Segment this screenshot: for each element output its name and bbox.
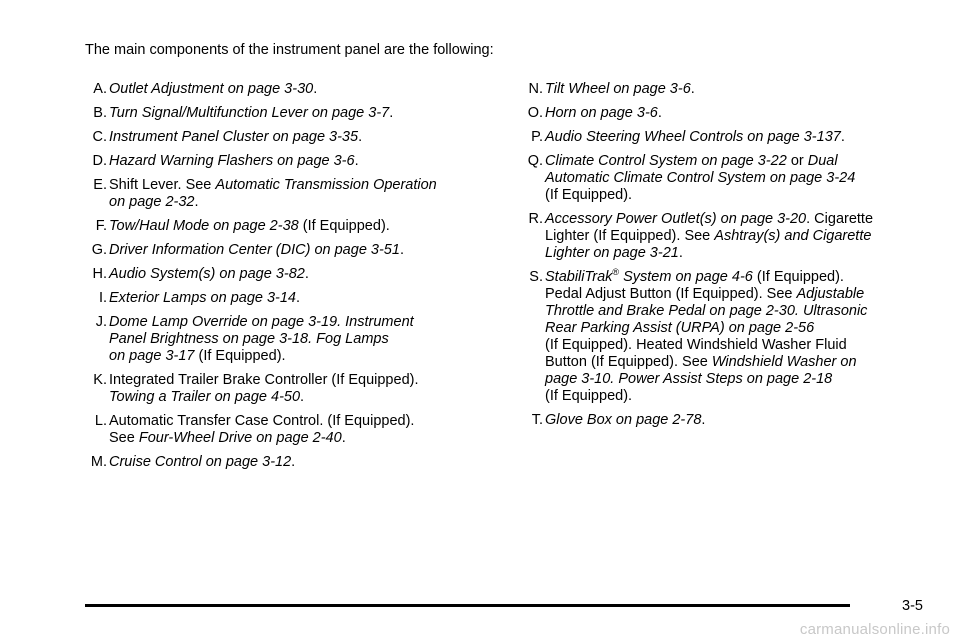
- item-segment: .: [341, 430, 346, 446]
- item-letter: G.: [91, 242, 107, 258]
- page-reference: Four-Wheel Drive on page 2-40: [138, 430, 342, 446]
- item-text: [109, 177, 472, 211]
- list-item: [514, 153, 919, 204]
- left-column: [77, 81, 472, 478]
- item-text: [109, 314, 472, 365]
- item-letter: E.: [93, 177, 107, 193]
- page-reference: Throttle and Brake Pedal on page 2-30. Ultrasonic: [545, 303, 868, 319]
- page-reference: page 3-10. Power Assist Steps on page 2-18: [545, 371, 833, 387]
- list-item: [77, 105, 472, 122]
- page-reference: Tilt Wheel on page 3-6: [545, 81, 691, 97]
- page-reference: Glove Box on page 2-78: [545, 412, 702, 428]
- item-segment: .: [194, 194, 199, 210]
- item-letter: M.: [90, 454, 107, 470]
- page-reference: Automatic Climate Control System on page 3-24: [545, 170, 856, 186]
- page-reference: Automatic Transmission Operation: [215, 177, 437, 193]
- item-segment: .: [354, 153, 359, 169]
- item-letter: N.: [528, 81, 543, 97]
- item-text: [109, 454, 472, 471]
- item-letter: H.: [92, 266, 107, 282]
- item-segment: (If Equipped).: [752, 269, 844, 285]
- item-letter: A.: [93, 81, 107, 97]
- item-text: [109, 242, 472, 259]
- item-segment: .: [291, 454, 296, 470]
- list-item: [514, 211, 919, 262]
- page-reference: Turn Signal/Multifunction Lever on page 3-7: [109, 105, 390, 121]
- page-reference: Horn on page 3-6: [545, 105, 658, 121]
- page-number: 3-5: [902, 598, 923, 614]
- list-item: [77, 290, 472, 307]
- list-item: [77, 266, 472, 283]
- item-letter: R.: [528, 211, 543, 227]
- item-letter: D.: [92, 153, 107, 169]
- item-segment: . Cigarette: [806, 211, 874, 227]
- item-segment: (If Equipped).: [545, 388, 633, 404]
- page-reference: Instrument Panel Cluster on page 3-35: [109, 129, 359, 145]
- item-segment: .: [389, 105, 394, 121]
- item-text: [109, 218, 472, 235]
- page-reference: Towing a Trailer on page 4-50: [109, 389, 301, 405]
- page-reference: on page 3-17: [109, 348, 195, 364]
- item-letter: O.: [527, 105, 543, 121]
- item-letter: L.: [94, 413, 107, 429]
- list-item: [514, 81, 919, 98]
- item-segment: .: [678, 245, 683, 261]
- list-item: [77, 314, 472, 365]
- item-segment: Automatic Transfer Case Control. (If Equipped).: [109, 413, 415, 429]
- page-reference: Dome Lamp Override on page 3-19. Instrument: [109, 314, 414, 330]
- list-item: [514, 269, 919, 405]
- item-segment: .: [358, 129, 363, 145]
- page-reference: Ashtray(s) and Cigarette: [714, 228, 872, 244]
- item-segment: Lighter (If Equipped). See: [545, 228, 715, 244]
- item-text: [545, 412, 919, 429]
- item-letter: B.: [93, 105, 107, 121]
- item-letter: J.: [95, 314, 107, 330]
- list-item: [77, 129, 472, 146]
- item-text: [109, 372, 472, 406]
- item-text: [109, 129, 472, 146]
- page-reference: Hazard Warning Flashers on page 3-6: [109, 153, 355, 169]
- item-segment: (If Equipped). Heated Windshield Washer Fluid: [545, 337, 847, 353]
- item-letter: I.: [98, 290, 107, 306]
- item-letter: T.: [531, 412, 543, 428]
- list-item: [77, 242, 472, 259]
- item-segment: Integrated Trailer Brake Controller (If Equipped).: [109, 372, 419, 388]
- intro-text: The main components of the instrument panel are the following:: [85, 42, 494, 58]
- page-reference: Driver Information Center (DIC) on page 3-51: [109, 242, 400, 258]
- page-reference: Audio Steering Wheel Controls on page 3-137: [545, 129, 841, 145]
- item-text: [545, 105, 919, 122]
- item-letter: C.: [92, 129, 107, 145]
- item-segment: (If Equipped).: [545, 187, 633, 203]
- page-reference: Accessory Power Outlet(s) on page 3-20: [545, 211, 807, 227]
- list-item: [77, 413, 472, 447]
- item-segment: (If Equipped).: [194, 348, 286, 364]
- item-text: [545, 269, 919, 405]
- page-reference: Exterior Lamps on page 3-14: [109, 290, 296, 306]
- item-text: [109, 81, 472, 98]
- list-item: [77, 177, 472, 211]
- item-segment: See: [109, 430, 139, 446]
- item-letter: Q.: [527, 153, 543, 169]
- item-text: [545, 211, 919, 262]
- page-reference: on page 2-32: [109, 194, 195, 210]
- item-segment: .: [840, 129, 845, 145]
- page-reference: Lighter on page 3-21: [545, 245, 679, 261]
- list-item: [77, 218, 472, 235]
- item-segment: .: [313, 81, 318, 97]
- page-reference: Dual: [807, 153, 838, 169]
- item-segment: or: [786, 153, 808, 169]
- item-segment: (If Equipped).: [298, 218, 390, 234]
- item-text: [545, 153, 919, 204]
- page-reference: Outlet Adjustment on page 3-30: [109, 81, 314, 97]
- list-item: [514, 412, 919, 429]
- item-segment: ®: [612, 267, 620, 278]
- page-reference: Rear Parking Assist (URPA) on page 2-56: [545, 320, 815, 336]
- item-letter: P.: [531, 129, 543, 145]
- item-segment: .: [300, 389, 305, 405]
- page-reference: Windshield Washer on: [711, 354, 857, 370]
- page-reference: Tow/Haul Mode on page 2-38: [109, 218, 299, 234]
- page-reference: Adjustable: [796, 286, 865, 302]
- item-segment: .: [399, 242, 404, 258]
- item-segment: .: [657, 105, 662, 121]
- item-letter: S.: [529, 269, 543, 285]
- item-text: [545, 81, 919, 98]
- list-item: [77, 81, 472, 98]
- item-text: [545, 129, 919, 146]
- item-segment: Shift Lever. See: [109, 177, 216, 193]
- list-item: [514, 105, 919, 122]
- item-text: [109, 153, 472, 170]
- list-item: [77, 153, 472, 170]
- watermark: carmanualsonline.info: [799, 621, 950, 638]
- item-segment: Pedal Adjust Button (If Equipped). See: [545, 286, 797, 302]
- item-segment: .: [296, 290, 301, 306]
- page-reference: System on page 4-6: [619, 269, 753, 285]
- list-item: [77, 372, 472, 406]
- page-reference: Panel Brightness on page 3-18. Fog Lamps: [109, 331, 389, 347]
- item-segment: .: [701, 412, 706, 428]
- page-reference: Climate Control System on page 3-22: [545, 153, 787, 169]
- right-column: [514, 81, 919, 436]
- item-text: [109, 266, 472, 283]
- item-letter: K.: [93, 372, 107, 388]
- item-text: [109, 290, 472, 307]
- item-letter: F.: [95, 218, 107, 234]
- page-reference: StabiliTrak: [545, 269, 613, 285]
- item-text: [109, 105, 472, 122]
- page-reference: Audio System(s) on page 3-82: [109, 266, 305, 282]
- item-segment: Button (If Equipped). See: [545, 354, 712, 370]
- page-reference: Cruise Control on page 3-12: [109, 454, 292, 470]
- item-segment: .: [690, 81, 695, 97]
- footer-rule: [85, 604, 850, 607]
- item-text: [109, 413, 472, 447]
- item-segment: .: [304, 266, 309, 282]
- list-item: [514, 129, 919, 146]
- list-item: [77, 454, 472, 471]
